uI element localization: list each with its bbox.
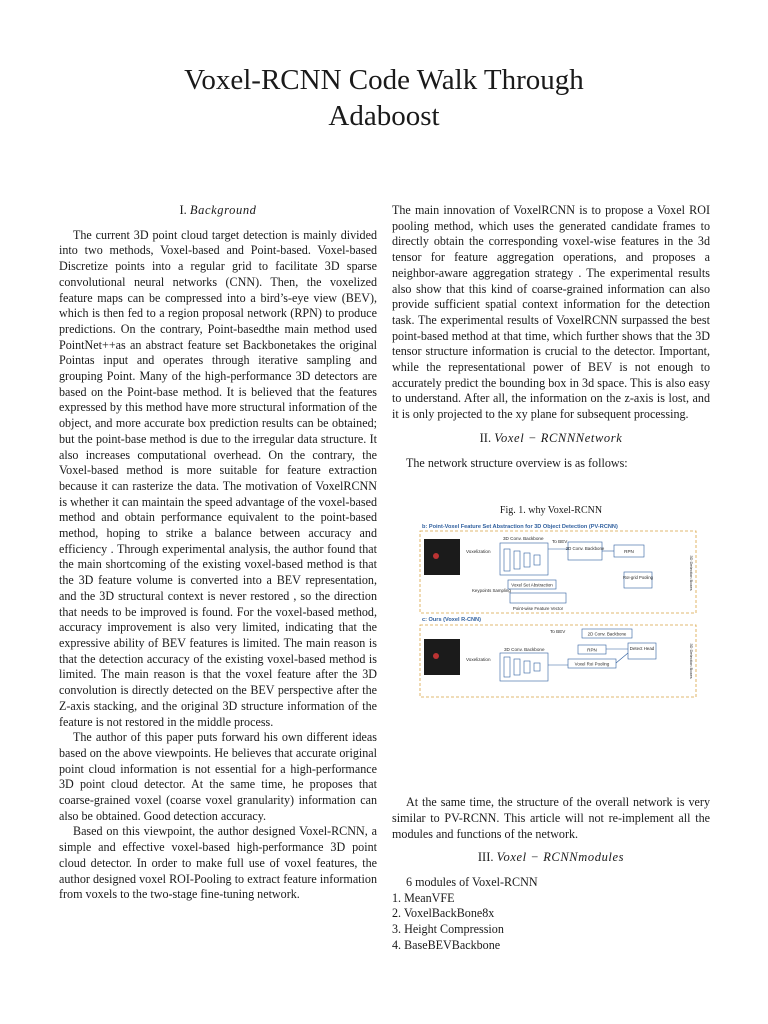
feature-block (504, 657, 510, 677)
panel-c-frame (420, 625, 696, 697)
panel-b-input-image (424, 539, 460, 575)
detection-boxes-label-b: 3D Detection Boxes (689, 555, 694, 591)
feature-block (524, 553, 530, 567)
rpn-label-c: RPN (587, 647, 597, 653)
keypoints-sampling-label: Keypoints Sampling (472, 588, 511, 594)
conv-backbone-label-b: 3D Conv. Backbone (503, 536, 544, 542)
architecture-diagram (392, 519, 710, 705)
list-item: 3. Height Compression (392, 922, 504, 937)
structure-paragraph: At the same time, the structure of the overall network is very similar to PV-RCNN. This article will not re-implement all the modules and functions of the network. (392, 795, 710, 841)
feature-block (524, 661, 530, 673)
feature-block (514, 659, 520, 675)
to-bev-label-c: To BEV (550, 629, 566, 635)
feature-block (504, 549, 510, 571)
rpn-label-b: RPN (624, 549, 634, 555)
section-heading-background (59, 203, 377, 219)
section-name: Voxel − RCNNmodules (496, 850, 625, 865)
section-number: I. (179, 203, 187, 217)
modules-list (392, 891, 710, 954)
feature-block (514, 551, 520, 569)
panel-c-title: c: Ours (Voxel R-CNN) (422, 617, 481, 624)
panel-c-input-car (433, 653, 439, 659)
pointwise-vector-box (510, 593, 566, 603)
figure-spacer (392, 705, 710, 795)
figure-caption: Fig. 1. why Voxel-RCNN (499, 505, 603, 517)
panel-b-input-car (433, 553, 439, 559)
section-name: Voxel − RCNNNetwork (494, 430, 623, 445)
section-heading-modules (392, 850, 710, 866)
voxelization-label-b: Voxelization (466, 549, 491, 555)
section-heading-network (392, 431, 710, 447)
network-intro: The network structure overview is as follows: (406, 455, 628, 470)
voxelization-label-c: Voxelization (466, 657, 491, 663)
pointwise-vector-label: Point-wise Feature Vector (512, 606, 564, 612)
voxel-set-abstraction-label: Voxel Set Abstraction (511, 582, 553, 588)
detect-head-label: Detect Head (629, 646, 655, 652)
section-number: III. (477, 850, 494, 865)
panel-b-title: b: Point-Voxel Feature Set Abstraction for 3D Object Detection (PV-RCNN) (422, 524, 618, 531)
background-paragraph-1: The current 3D point cloud target detection is mainly divided into two methods, Voxel-based and Point-based. Voxel-based Discretize points into a regular grid to facilitate 3D sparse convolutional neural networks (CNN). Then, the voxelized feature maps can be compressed into a bird’s-eye view (BEV), which is then fed to a region proposal network (RPN) to produce predictions. On the contrary, Point-basedthe main method used PointNet++as an abstract feature set Backbonetakes the original Pointas input and operates through iterative sampling and grouping Point. Many of the high-performance 3D detectors are based on the Point-base method. It is believed that the features expressed by this method have more structural information of the object, and more accurate box prediction results can be obtained; but the point-base method is due to the irregular data structure. It also increases computational overhead. On the contrary, the Voxel-based method is more suitable for feature extraction because it can rasterize the data. The motivation of VoxelRCNN is whether it can maintain the speed advantage of the voxel-based method and obtain performance equivalent to the point-based method, hoping to strike a balance between accuracy and efficiency . Through experimental analysis, the author found that the main shortcoming of the existing voxel-based method is that the 3D feature volume is converted into a BEV representation, and the 3D structural context is never restored , so the direction that needs to be improved is found. For the voxel-based method, accuracy improvement is also very limited, indicating that the expressive ability of BEV features is limited. The main reason is that the detection accuracy of the existing voxel-based method is limited. The main reason is that the voxel feature after the 3D convolution is directly detected on the BEV perspective after the Z-axis stacking, and the original 3D structure information of the feature is not restored in the middle process. (59, 227, 377, 729)
arrow (616, 653, 628, 663)
conv2d-label-c: 2D Conv. Backbone (587, 631, 627, 637)
right-column (392, 203, 710, 954)
feature-block (534, 663, 540, 671)
to-bev-label-b: To BEV (552, 539, 568, 545)
modules-intro: 6 modules of Voxel-RCNN (406, 875, 538, 890)
detection-boxes-label-c: 3D Detection Boxes (689, 643, 694, 679)
feature-block (534, 555, 540, 565)
innovation-paragraph: The main innovation of VoxelRCNN is to propose a Voxel ROI pooling method, which uses the generated candidate frames to directly obtain the corresponding voxel-wise features in the 3d tensor for feature aggregation operations, and proposes a neighbor-aware aggregation strategy . The experimental results also show that this kind of coarse-grained information can also provide sufficient spatial context information for the detection task. The experimental results of VoxelRCNN surpassed the best point-based method at that time, which further shows that the 3D tensor structure information is crucial to the detector. Important, while the representational power of BEV is not enough to accurately predict the bounding box in 3d space. This is also easy to understand. After all, the information on the z-axis is lost, and it is only projected to the xy plane for subsequent processing. (392, 203, 710, 422)
title-line-1: Voxel-RCNN Code Walk Through (184, 64, 584, 96)
background-paragraph-3: Based on this viewpoint, the author designed Voxel-RCNN, a simple and effective voxel-based high-performance 3D point cloud detector. In order to make full use of voxel features, the author designed voxel ROI-Pooling to extract feature information from voxels to the two-stage fine-tuning network. (59, 824, 377, 902)
title-line-2: Adaboost (328, 100, 440, 132)
section-name: Background (189, 203, 257, 217)
paper-title (100, 62, 668, 134)
background-paragraph-2: The author of this paper puts forward his own different ideas based on the above viewpoints. He believes that accurate original point cloud information is not essential for a high-performance 3D point cloud detector. At the same time, he proposes that coarse-grained voxel (coarse voxel granularity) information can also be obtained. Good detection accuracy. (59, 730, 377, 823)
left-column (59, 203, 377, 903)
list-item: 2. VoxelBackBone8x (392, 906, 495, 921)
roi-grid-label: RoI-grid Pooling (622, 575, 654, 581)
conv-backbone-label-c: 3D Conv. Backbone (504, 647, 545, 653)
section-number: II. (479, 430, 492, 445)
conv2d-label-b: 2D Conv. Backbone (565, 546, 605, 552)
list-item: 1. MeanVFE (392, 890, 455, 905)
figure-1 (392, 504, 710, 705)
conv2d-box-b (568, 542, 602, 560)
voxel-roi-pooling-label: Voxel RoI Pooling (574, 661, 610, 667)
list-item: 4. BaseBEVBackbone (392, 937, 501, 952)
panel-c-input-image (424, 639, 460, 675)
